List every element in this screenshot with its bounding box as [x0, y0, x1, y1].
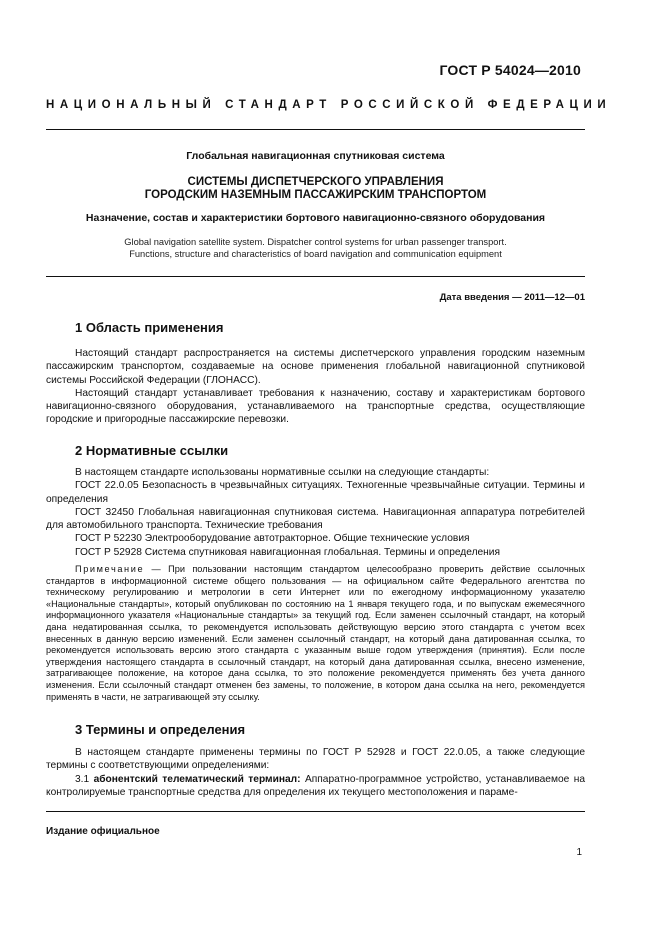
reference-item: ГОСТ 32450 Глобальная навигационная спутниковая система. Навигационная аппаратура потребителей для автомобильного транспорта. Технические требования: [46, 506, 585, 532]
section-1-paragraph-1: Настоящий стандарт распространяется на системы диспетчерского управления городским наземным пассажирским транспортом, создаваемые на основе применения глобальной навигационной спутниковой системы Российской Федерации (ГЛОНАСС).: [46, 348, 585, 386]
edition-label: Издание официальное: [46, 826, 160, 837]
top-divider: [46, 129, 585, 130]
note-label: Примечание: [75, 564, 145, 574]
english-title-line1: Global navigation satellite system. Dispatcher control systems for urban passenger transport.: [124, 237, 507, 247]
section-3-body: [46, 746, 585, 799]
section-2-body: [46, 466, 585, 559]
title-divider: [46, 276, 585, 277]
subtitle: Назначение, состав и характеристики бортового навигационно-связного оборудования: [85, 212, 546, 224]
section-3-heading: 3 Термины и определения: [75, 722, 246, 737]
section-1-paragraph-2: Настоящий стандарт устанавливает требования к назначению, составу и характеристикам бортового навигационно-связного оборудования, устанавливаемого на транспортные средства, осуществляющие городские и пригородные пассажирские перевозки.: [46, 387, 585, 426]
main-title-line1: СИСТЕМЫ ДИСПЕТЧЕРСКОГО УПРАВЛЕНИЯ: [187, 176, 444, 188]
section-1-body: [46, 347, 585, 427]
english-title: [46, 236, 585, 260]
term-name: абонентский телематический терминал:: [93, 773, 301, 785]
note-text: — При пользовании настоящим стандартом целесообразно проверить действие ссылочных стандартов в информационной системе общего пользования — на официальном сайте Федерального агентства по техническому регулированию и метрологии в сети Интернет или по ежегодному информационному указателю «Национальные стандарты», который опубликован по состоянию на 1 января текущего года, и по выпускам ежемесячного информационного указателя «Национальные стандарты» за текущий год. Если заменен ссылочный стандарт, на который дана недатированная ссылка, то рекомендуется использовать действующую версию этого стандарта с учетом всех внесенных в данную версию изменений. Если заменен ссылочный стандарт, на который дана датированная ссылка, то рекомендуется использовать версию этого стандарта с указанным выше годом утверждения (принятия). Если после утверждения настоящего стандарта в ссылочный стандарт, на который дана датированная ссылка, внесено изменение, затрагивающее положение, на которое дана ссылка, то это положение рекомендуется применять без учета данного изменения. Если ссылочный стандарт отменен без замены, то положение, в котором дана ссылка на него, рекомендуется применять в части, не затрагивающей эту ссылку.: [46, 564, 585, 702]
term-number: 3.1: [75, 773, 94, 785]
standard-code: ГОСТ Р 54024—2010: [439, 62, 581, 78]
reference-item: ГОСТ Р 52230 Электрооборудование автотракторное. Общие технические условия: [75, 533, 470, 545]
reference-item: ГОСТ 22.0.05 Безопасность в чрезвычайных ситуациях. Техногенные чрезвычайные ситуации. Термины и определения: [46, 480, 585, 505]
main-title-line2: ГОРОДСКИМ НАЗЕМНЫМ ПАССАЖИРСКИМ ТРАНСПОРТОМ: [144, 189, 487, 201]
footer-divider: [46, 811, 585, 812]
term-definition: Аппаратно-программное устройство, устанавливаемое на контролируемые транспортные средства для определения их текущего местоположения и параме-: [46, 773, 586, 798]
section-2-intro: В настоящем стандарте использованы нормативные ссылки на следующие стандарты:: [75, 467, 490, 478]
term-3-1: [46, 773, 585, 800]
section-3-intro: В настоящем стандарте применены термины по ГОСТ Р 52928 и ГОСТ 22.0.05, а также следующие термины с соответствующими определениями:: [46, 747, 585, 772]
page-number: 1: [576, 847, 582, 858]
section-1-heading: 1 Область применения: [75, 320, 224, 335]
reference-item: ГОСТ Р 52928 Система спутниковая навигационная глобальная. Термины и определения: [75, 546, 501, 558]
introduction-date: Дата введения — 2011—12—01: [439, 292, 585, 303]
system-title: Глобальная навигационная спутниковая система: [186, 150, 445, 162]
national-standard-title: НАЦИОНАЛЬНЫЙ СТАНДАРТ РОССИЙСКОЙ ФЕДЕРАЦИИ: [46, 99, 612, 111]
note-paragraph: [46, 564, 585, 703]
main-title: [46, 176, 585, 202]
english-title-line2: Functions, structure and characteristics of board navigation and communication equipment: [129, 249, 502, 259]
section-2-heading: 2 Нормативные ссылки: [75, 443, 229, 458]
section-2-note: [46, 564, 585, 703]
